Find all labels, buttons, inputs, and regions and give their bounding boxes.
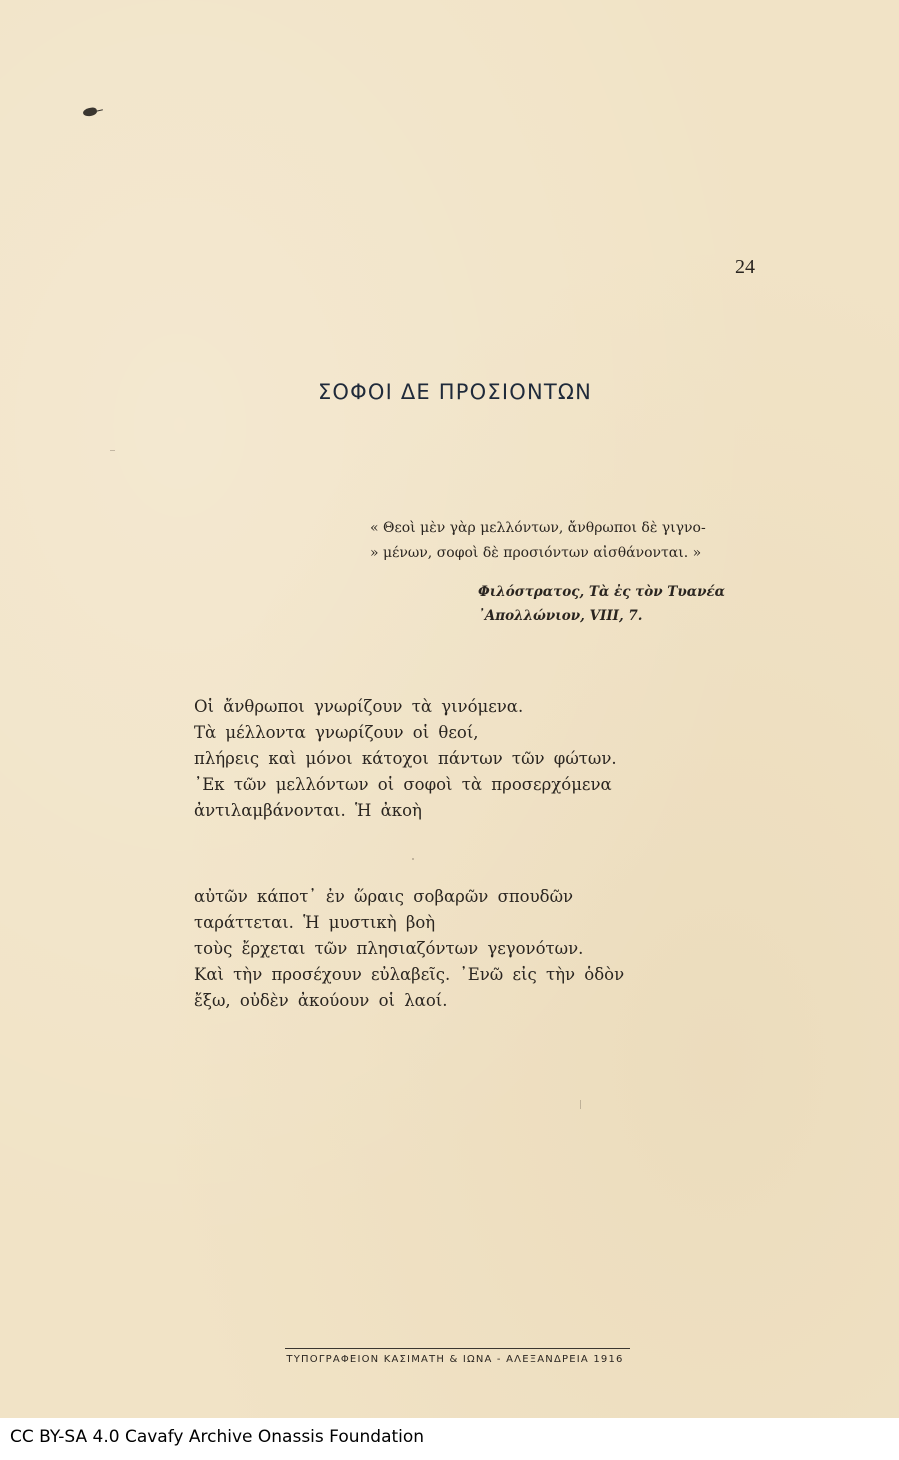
epigraph-line: « Θεοὶ μὲν γὰρ μελλόντων, ἄνθρωποι δὲ γιγνο- (370, 520, 706, 536)
attribution-line: Φιλόστρατος, Τὰ ἐς τὸν Τυανέα (478, 584, 726, 600)
page-number: 24 (735, 256, 755, 278)
verse-line: ἔξω, οὐδὲν ἀκούουν οἱ λαοί. (194, 991, 448, 1010)
poem-title: ΣΟΦΟΙ ΔΕ ΠΡΟΣΙΟΝΤΩΝ (317, 380, 593, 404)
paper-speck (412, 858, 414, 860)
paper-speck (580, 1100, 581, 1109)
epigraph-attribution (478, 580, 778, 628)
verse-line: πλήρεις καὶ μόνοι κάτοχοι πάντων τῶν φώτων. (194, 749, 617, 768)
verse-line: Καὶ τὴν προσέχουν εὐλαβεῖς. ᾿Ενῶ εἰς τὴν ὁδὸν (194, 965, 625, 984)
printer-imprint: ΤΥΠΟΓΡΑΦΕΙΟΝ ΚΑΣΙΜΑΤΗ & ΙΩΝΑ - ΑΛΕΞΑΝΔΡΕΙΑ 1916 (286, 1354, 624, 1365)
stanza-1 (194, 694, 754, 824)
epigraph-line: » μένων, σοφοὶ δὲ προσιόντων αἰσθάνονται. » (370, 545, 702, 561)
verse-line: αὐτῶν κάποτ᾿ ἐν ὥραις σοβαρῶν σπουδῶν (194, 887, 574, 906)
verse-line: ταράττεται. Ἡ μυστικὴ βοὴ (194, 913, 436, 932)
attribution-line: ᾿Απολλώνιον, VIII, 7. (478, 608, 643, 624)
stanza-2 (194, 884, 754, 1014)
license-credit: CC BY-SA 4.0 Cavafy Archive Onassis Foundation (10, 1427, 425, 1447)
paper-speck (110, 450, 115, 451)
verse-line: Οἱ ἄνθρωποι γνωρίζουν τὰ γινόμενα. (194, 697, 524, 716)
ink-blot-mark (82, 107, 97, 118)
imprint-divider (285, 1348, 630, 1349)
verse-line: τοὺς ἔρχεται τῶν πλησιαζόντων γεγονότων. (194, 939, 584, 958)
verse-line: ἀντιλαμβάνονται. Ἡ ἀκοὴ (194, 801, 422, 820)
epigraph (370, 516, 770, 566)
verse-line: Τὰ μέλλοντα γνωρίζουν οἱ θεοί, (194, 723, 479, 742)
verse-line: ᾿Εκ τῶν μελλόντων οἱ σοφοὶ τὰ προσερχόμενα (194, 775, 612, 794)
